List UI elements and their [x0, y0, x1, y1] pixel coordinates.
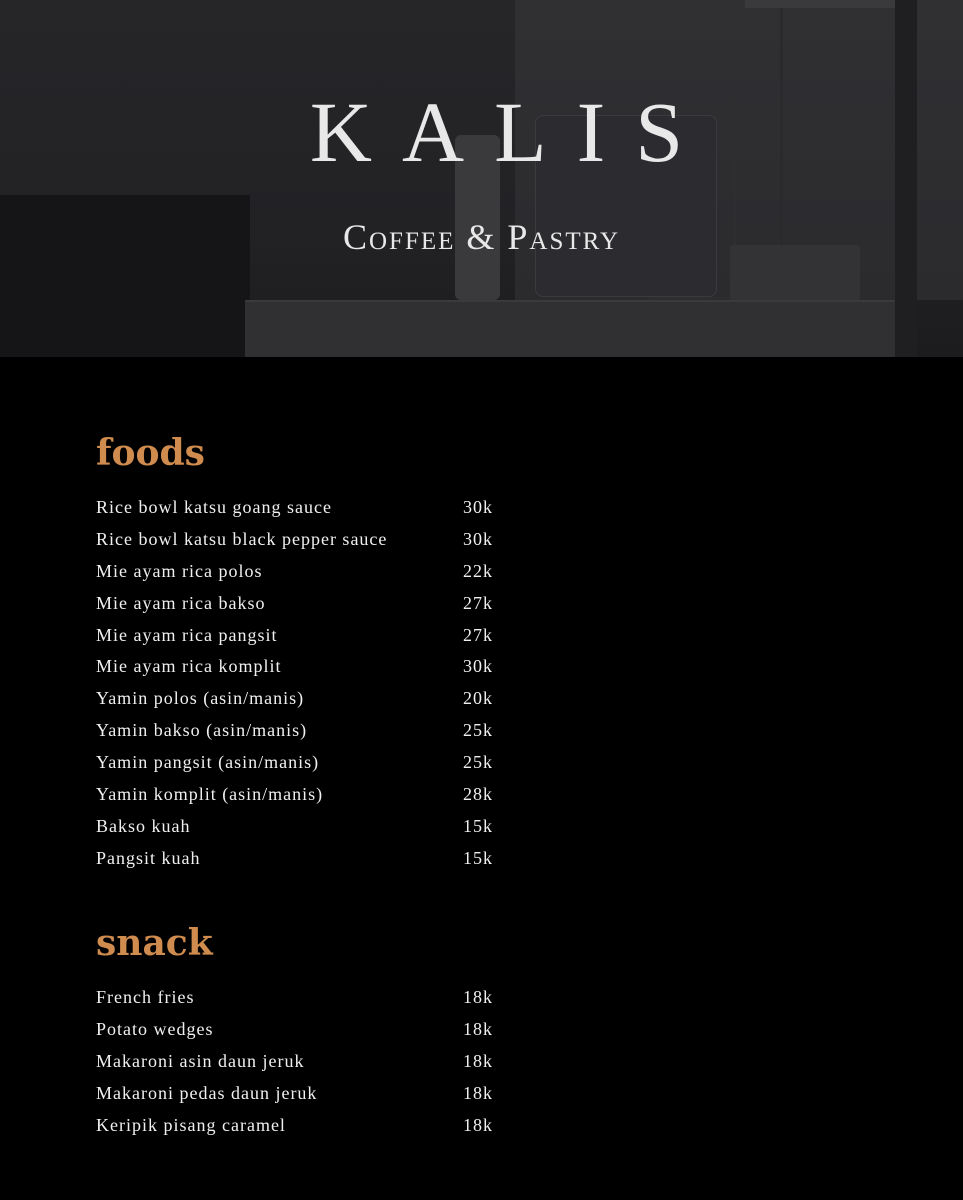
item-name: Rice bowl katsu black pepper sauce: [96, 528, 388, 549]
menu-item: [96, 747, 493, 779]
menu-item: [96, 1078, 493, 1110]
menu-item: [96, 651, 493, 683]
item-name: Mie ayam rica polos: [96, 560, 263, 581]
section-title-foods: foods: [96, 432, 205, 474]
hero-counter-shape: [245, 300, 900, 357]
item-name: Yamin polos (asin/manis): [96, 688, 305, 709]
menu-item: [96, 556, 493, 588]
item-name: Rice bowl katsu goang sauce: [96, 497, 332, 517]
menu-item: [96, 982, 493, 1014]
menu-item: [96, 715, 493, 747]
item-price: 20k: [463, 688, 493, 709]
item-price: 27k: [463, 592, 493, 613]
item-name: Mie ayam rica komplit: [96, 656, 282, 677]
item-price: 15k: [463, 847, 493, 868]
brand-title: KALIS: [309, 84, 714, 180]
item-price: 18k: [463, 1018, 493, 1039]
menu-item: [96, 811, 493, 843]
item-price: 22k: [463, 560, 493, 581]
item-name: Pangsit kuah: [96, 847, 201, 868]
item-name: Makaroni pedas daun jeruk: [96, 1082, 318, 1103]
item-price: 28k: [463, 784, 493, 805]
item-name: Yamin pangsit (asin/manis): [96, 752, 320, 773]
menu-item: [96, 779, 493, 811]
item-price: 18k: [463, 1082, 493, 1103]
item-name: Potato wedges: [96, 1018, 214, 1039]
menu-item: [96, 524, 493, 556]
item-name: Yamin bakso (asin/manis): [96, 720, 308, 741]
menu-item: [96, 492, 493, 524]
item-name: Yamin komplit (asin/manis): [96, 784, 324, 805]
menu-item: [96, 683, 493, 715]
item-price: 30k: [463, 497, 493, 517]
hero-banner: [0, 0, 963, 357]
item-name: Keripik pisang caramel: [96, 1114, 286, 1135]
menu-item: [96, 1046, 493, 1078]
item-price: 27k: [463, 624, 493, 645]
item-name: Makaroni asin daun jeruk: [96, 1050, 305, 1071]
item-price: 25k: [463, 720, 493, 741]
menu-section-snack: [96, 923, 493, 1141]
item-price: 30k: [463, 656, 493, 677]
menu-item: [96, 1014, 493, 1046]
item-price: 18k: [463, 1050, 493, 1071]
item-name: Mie ayam rica pangsit: [96, 624, 278, 645]
section-title-snack: snack: [96, 922, 213, 964]
item-price: 15k: [463, 815, 493, 836]
item-name: Bakso kuah: [96, 815, 191, 836]
item-price: 18k: [463, 987, 493, 1007]
menu-item: [96, 588, 493, 620]
item-price: 30k: [463, 528, 493, 549]
menu-item: [96, 843, 493, 875]
menu-item: [96, 1110, 493, 1142]
item-name: French fries: [96, 987, 195, 1007]
menu-section-foods: [96, 433, 493, 875]
item-price: 18k: [463, 1114, 493, 1135]
brand-subtitle: Coffee & Pastry: [342, 217, 621, 257]
item-name: Mie ayam rica bakso: [96, 592, 266, 613]
hero-lamp-shape: [745, 0, 895, 8]
item-price: 25k: [463, 752, 493, 773]
menu-item: [96, 620, 493, 652]
